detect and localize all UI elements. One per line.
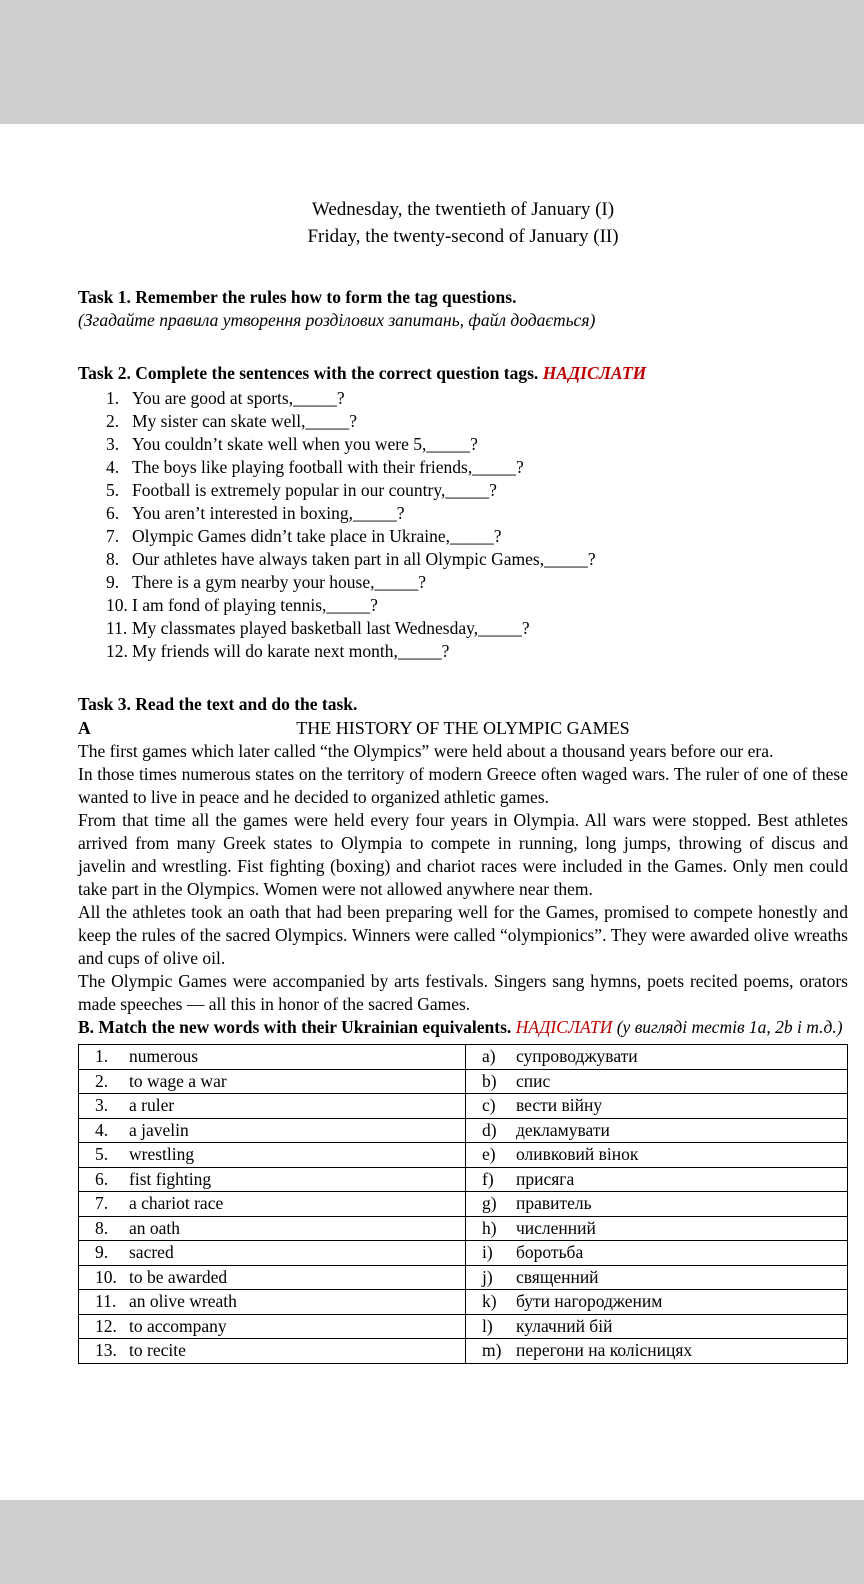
- ukrainian-term: бути нагородженим: [516, 1291, 663, 1311]
- english-cell: [79, 1314, 466, 1339]
- paragraph: The Olympic Games were accompanied by arts festivals. Singers sang hymns, poets recited poems, orators made speeches — all this in honor of the sacred Games.: [78, 971, 848, 1014]
- english-cell: [79, 1069, 466, 1094]
- row-letter: d): [482, 1119, 497, 1140]
- text-section-a: [78, 716, 848, 740]
- row-letter: g): [482, 1193, 497, 1213]
- table-row: [79, 1045, 848, 1070]
- row-number: 4.: [95, 1119, 109, 1140]
- english-term: an olive wreath: [129, 1291, 237, 1311]
- document-page: [0, 124, 864, 1500]
- english-cell: [79, 1339, 466, 1364]
- task1-title: Task 1. Remember the rules how to form the tag questions.: [78, 287, 517, 307]
- paragraph: From that time all the games were held every four years in Olympia. All wars were stopped. Best athletes arrived from many Greek states to Olympia to compete in running, long jumps, throwing of discus and javelin and wrestling. Fist fighting (boxing) and chariot races were included in the Games. Only men could take part in the Olympics. Women were not allowed anywhere near them.: [78, 810, 848, 899]
- english-cell: [79, 1290, 466, 1315]
- english-term: to recite: [129, 1340, 186, 1360]
- english-cell: [79, 1143, 466, 1168]
- table-row: [79, 1192, 848, 1217]
- ukrainian-cell: [466, 1094, 848, 1119]
- date-heading: [78, 196, 848, 250]
- question-text: You are good at sports,_____?: [132, 388, 345, 408]
- task2-title: [78, 362, 848, 385]
- english-term: a ruler: [129, 1095, 175, 1115]
- row-number: 13.: [95, 1340, 117, 1360]
- question-number: 6.: [106, 503, 120, 523]
- row-letter: h): [482, 1217, 497, 1238]
- row-number: 1.: [95, 1046, 109, 1066]
- row-number: 2.: [95, 1070, 109, 1091]
- question-number: 10.: [106, 595, 128, 615]
- question-number: 7.: [106, 526, 120, 546]
- task2-title-text: Task 2. Complete the sentences with the correct question tags.: [78, 363, 539, 383]
- table-row: [79, 1118, 848, 1143]
- question-item: [78, 502, 848, 525]
- task2-block: [78, 362, 848, 663]
- question-item: [78, 410, 848, 433]
- section-b-note: (у вигляді тестів 1a, 2b і т.д.): [616, 1017, 843, 1037]
- question-number: 3.: [106, 434, 120, 454]
- question-item: [78, 387, 848, 410]
- task1-note: (Згадайте правила утворення розділових запитань, файл додається): [78, 310, 596, 330]
- question-item: [78, 594, 848, 617]
- row-number: 12.: [95, 1315, 117, 1336]
- row-letter: i): [482, 1242, 493, 1262]
- question-number: 8.: [106, 549, 120, 569]
- row-number: 9.: [95, 1242, 109, 1262]
- question-list: [78, 387, 848, 663]
- ukrainian-term: вести війну: [516, 1095, 603, 1115]
- row-number: 11.: [95, 1291, 117, 1311]
- table-row: [79, 1290, 848, 1315]
- ukrainian-term: декламувати: [516, 1119, 610, 1140]
- question-number: 12.: [106, 641, 128, 661]
- table-row: [79, 1241, 848, 1266]
- row-letter: k): [482, 1291, 497, 1311]
- question-text: I am fond of playing tennis,_____?: [132, 595, 378, 615]
- ukrainian-term: кулачний бій: [516, 1315, 613, 1336]
- english-cell: [79, 1045, 466, 1070]
- row-letter: m): [482, 1340, 502, 1360]
- paragraph: In those times numerous states on the territory of modern Greece often waged wars. The ruler of one of these wanted to live in peace and he decided to organized athletic games.: [78, 764, 848, 807]
- question-number: 5.: [106, 480, 120, 500]
- ukrainian-term: супроводжувати: [516, 1046, 638, 1066]
- english-cell: [79, 1241, 466, 1266]
- row-number: 3.: [95, 1095, 109, 1115]
- question-item: [78, 571, 848, 594]
- task1-block: [78, 286, 848, 332]
- ukrainian-term: боротьба: [516, 1242, 584, 1262]
- section-b-heading: [78, 1016, 848, 1039]
- question-number: 4.: [106, 457, 120, 477]
- question-item: [78, 548, 848, 571]
- text-title: THE HISTORY OF THE OLYMPIC GAMES: [296, 718, 630, 738]
- question-text: You couldn’t skate well when you were 5,_____?: [132, 434, 478, 454]
- table-row: [79, 1069, 848, 1094]
- row-letter: j): [482, 1266, 493, 1287]
- ukrainian-cell: [466, 1143, 848, 1168]
- english-term: fist fighting: [129, 1168, 212, 1189]
- ukrainian-term: численний: [516, 1217, 596, 1238]
- ukrainian-term: спис: [516, 1070, 551, 1091]
- page-content: [0, 124, 864, 1364]
- task3-title: Task 3. Read the text and do the task.: [78, 694, 358, 714]
- ukrainian-cell: [466, 1241, 848, 1266]
- english-term: to wage a war: [129, 1070, 227, 1091]
- ukrainian-cell: [466, 1167, 848, 1192]
- ukrainian-term: правитель: [516, 1193, 592, 1213]
- row-number: 8.: [95, 1217, 109, 1238]
- match-table: [78, 1044, 848, 1364]
- section-a-label: A: [78, 718, 91, 738]
- english-cell: [79, 1118, 466, 1143]
- english-cell: [79, 1192, 466, 1217]
- ukrainian-cell: [466, 1069, 848, 1094]
- english-term: wrestling: [129, 1144, 195, 1164]
- table-row: [79, 1339, 848, 1364]
- section-b-title: B. Match the new words with their Ukrainian equivalents.: [78, 1017, 512, 1037]
- section-b-send-label: НАДІСЛАТИ: [515, 1017, 613, 1037]
- ukrainian-term: оливковий вінок: [516, 1144, 639, 1164]
- english-term: numerous: [129, 1046, 199, 1066]
- question-text: My classmates played basketball last Wednesday,_____?: [132, 618, 530, 638]
- row-letter: f): [482, 1168, 494, 1189]
- english-cell: [79, 1265, 466, 1290]
- question-text: There is a gym nearby your house,_____?: [132, 572, 427, 592]
- english-term: a javelin: [129, 1119, 189, 1140]
- row-letter: l): [482, 1315, 493, 1336]
- ukrainian-cell: [466, 1290, 848, 1315]
- question-item: [78, 456, 848, 479]
- english-term: to accompany: [129, 1315, 227, 1336]
- question-item: [78, 525, 848, 548]
- paragraph: All the athletes took an oath that had been preparing well for the Games, promised to compete honestly and keep the rules of the sacred Olympics. Winners were called “olympionics”. They were awarded olive wreaths and cups of olive oil.: [78, 902, 848, 968]
- question-text: Olympic Games didn’t take place in Ukraine,_____?: [132, 526, 502, 546]
- task3-block: [78, 693, 848, 1364]
- row-number: 10.: [95, 1266, 117, 1287]
- ukrainian-cell: [466, 1314, 848, 1339]
- row-number: 6.: [95, 1168, 109, 1189]
- ukrainian-cell: [466, 1118, 848, 1143]
- ukrainian-term: присяга: [516, 1168, 575, 1189]
- question-text: My sister can skate well,_____?: [132, 411, 358, 431]
- question-text: Football is extremely popular in our country,_____?: [132, 480, 497, 500]
- english-cell: [79, 1216, 466, 1241]
- question-item: [78, 433, 848, 456]
- paragraph: The first games which later called “the Olympics” were held about a thousand years before our era.: [78, 741, 774, 761]
- row-number: 7.: [95, 1193, 109, 1213]
- task2-send-label: НАДІСЛАТИ: [542, 363, 647, 383]
- row-number: 5.: [95, 1144, 109, 1164]
- ukrainian-cell: [466, 1339, 848, 1364]
- ukrainian-term: священний: [516, 1266, 599, 1287]
- ukrainian-cell: [466, 1265, 848, 1290]
- table-row: [79, 1167, 848, 1192]
- table-row: [79, 1143, 848, 1168]
- english-term: to be awarded: [129, 1266, 228, 1287]
- question-text: My friends will do karate next month,_____?: [132, 641, 450, 661]
- english-cell: [79, 1094, 466, 1119]
- question-item: [78, 479, 848, 502]
- english-term: a chariot race: [129, 1193, 224, 1213]
- table-row: [79, 1094, 848, 1119]
- question-text: Our athletes have always taken part in all Olympic Games,_____?: [132, 549, 596, 569]
- table-row: [79, 1265, 848, 1290]
- row-letter: e): [482, 1144, 496, 1164]
- question-text: The boys like playing football with their friends,_____?: [132, 457, 524, 477]
- row-letter: c): [482, 1095, 496, 1115]
- question-number: 1.: [106, 388, 120, 408]
- english-cell: [79, 1167, 466, 1192]
- ukrainian-cell: [466, 1216, 848, 1241]
- ukrainian-term: перегони на колісницях: [516, 1340, 693, 1360]
- question-number: 9.: [106, 572, 120, 592]
- english-term: sacred: [129, 1242, 174, 1262]
- date-heading-line2: Friday, the twenty-second of January (II): [307, 226, 619, 247]
- question-number: 2.: [106, 411, 120, 431]
- english-term: an oath: [129, 1217, 181, 1238]
- question-item: [78, 640, 848, 663]
- date-heading-line1: Wednesday, the twentieth of January (I): [311, 199, 615, 220]
- table-row: [79, 1216, 848, 1241]
- row-letter: b): [482, 1070, 497, 1091]
- ukrainian-cell: [466, 1192, 848, 1217]
- question-text: You aren’t interested in boxing,_____?: [132, 503, 405, 523]
- ukrainian-cell: [466, 1045, 848, 1070]
- table-row: [79, 1314, 848, 1339]
- question-number: 11.: [106, 618, 128, 638]
- question-item: [78, 617, 848, 640]
- row-letter: a): [482, 1046, 496, 1066]
